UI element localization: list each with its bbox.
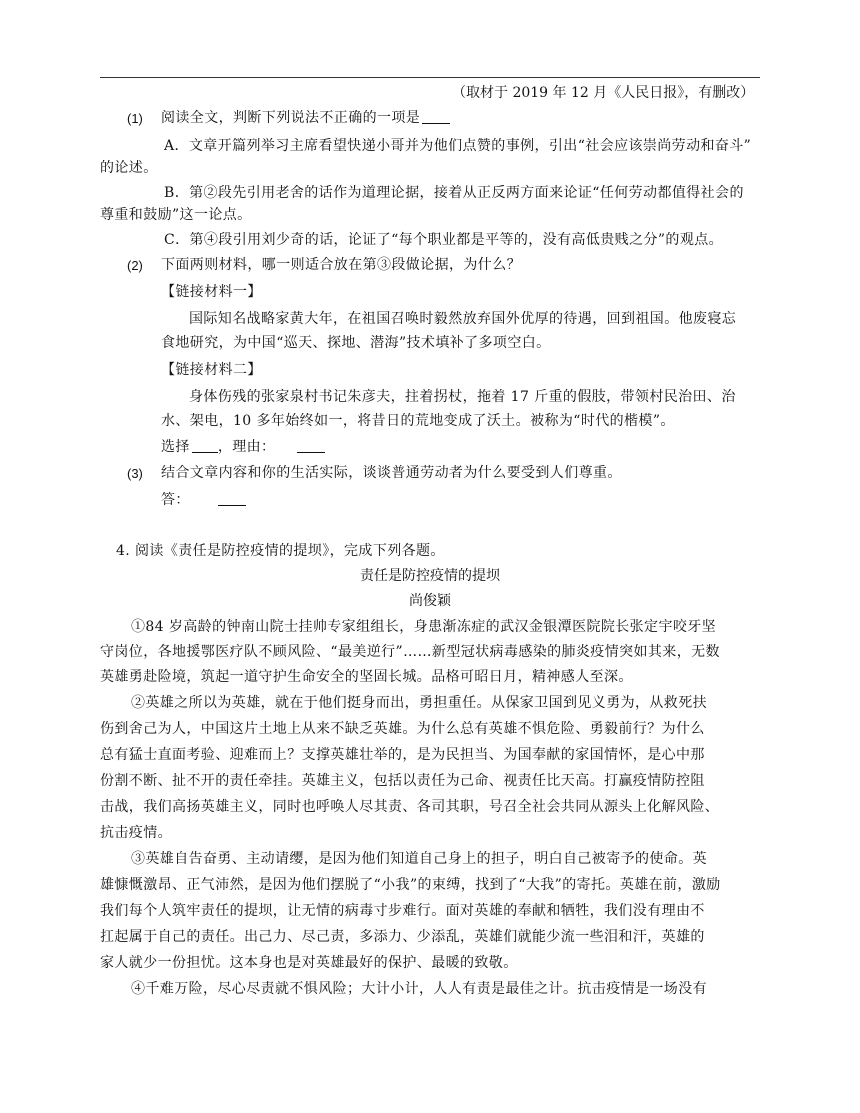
q1-prompt-text: 阅读全文，判断下列说法不正确的一项是 xyxy=(161,110,421,126)
reason-label: ，理由： xyxy=(217,439,276,455)
q1-option-a-line2: 的论述。 xyxy=(100,160,158,176)
q1-answer-blank[interactable] xyxy=(422,109,450,124)
material-two-title: 【链接材料二】 xyxy=(161,362,262,378)
material-one-line2: 食地研究，为中国“巡天、探地、潜海”技术填补了多项空白。 xyxy=(161,335,551,351)
para1-line2: 守岗位，各地援鄂医疗队不顾风险、“最美逆行”……新型冠状病毒感染的肺炎疫情突如其来，无数 xyxy=(100,644,720,660)
para2-line4: 份割不断、扯不开的责任牵挂。英雄主义，包括以责任为己命、视责任比天高。打赢疫情防控阻 xyxy=(100,773,705,789)
choice-label: 选择 xyxy=(161,439,190,455)
para2-line6: 抗击疫情。 xyxy=(100,825,172,841)
para3-line4: 扛起属于自己的责任。出己力、尽己责，多添力、少添乱，英雄们就能少流一些泪和汗，英雄的 xyxy=(100,929,705,945)
q3-answer-line xyxy=(161,490,246,510)
para1-line3: 英雄勇赴险境，筑起一道守护生命安全的坚固长城。品格可昭日月，精神感人至深。 xyxy=(100,669,633,685)
q3-answer-blank[interactable] xyxy=(218,491,246,506)
source-citation: （取材于 2019 年 12 月《人民日报》，有删改） xyxy=(452,85,755,101)
q3-number: (3) xyxy=(127,466,143,481)
choice-blank[interactable] xyxy=(192,438,218,453)
q2-answer-line xyxy=(161,437,325,457)
material-two-line1: 身体伤残的张家泉村书记朱彦夫，拄着拐杖，拖着 17 斤重的假肢，带领村民治田、治 xyxy=(189,389,736,405)
q1-prompt xyxy=(161,108,450,128)
q2-prompt: 下面两则材料，哪一则适合放在第③段做论据，为什么？ xyxy=(161,257,521,273)
q3-prompt: 结合文章内容和你的生活实际，谈谈普通劳动者为什么要受到人们尊重。 xyxy=(161,465,622,481)
material-one-title: 【链接材料一】 xyxy=(161,284,262,300)
para3-line3: 我们每个人筑牢责任的提坝，让无情的病毒寸步难行。面对英雄的奉献和牺牲，我们没有理由不 xyxy=(100,903,705,919)
article-title: 责任是防控疫情的提坝 xyxy=(360,568,500,584)
reason-blank[interactable] xyxy=(297,438,325,453)
q2-number: (2) xyxy=(127,258,143,273)
para4-line1: ④千难万险，尽心尽责就不惧风险；大计小计，人人有责是最佳之计。抗击疫情是一场没有 xyxy=(131,981,707,997)
q4-intro: 4. 阅读《责任是防控疫情的提坝》，完成下列各题。 xyxy=(116,543,445,559)
para2-line2: 伤到舍己为人，中国这片土地上从来不缺乏英雄。为什么总有英雄不惧危险、勇毅前行？为什么 xyxy=(100,721,705,737)
q1-option-c: C．第④段引用刘少奇的话，论证了“每个职业都是平等的，没有高低贵贱之分”的观点。 xyxy=(164,232,724,248)
para3-line2: 雄慷慨激昂、正气沛然，是因为他们摆脱了“小我”的束缚，找到了“大我”的寄托。英雄在前，激励 xyxy=(100,877,721,893)
article-author: 尚俊颖 xyxy=(409,593,451,609)
answer-label: 答： xyxy=(161,492,190,508)
material-two-line2: 水、架电，10 多年始终如一，将昔日的荒地变成了沃土。被称为“时代的楷模”。 xyxy=(161,413,675,429)
q1-number: (1) xyxy=(127,111,143,126)
para3-line5: 家人就少一份担忧。这本身也是对英雄最好的保护、最暖的致敬。 xyxy=(100,955,518,971)
para2-line5: 击战，我们高扬英雄主义，同时也呼唤人尽其责、各司其职，号召全社会共同从源头上化解风险、 xyxy=(100,799,720,815)
material-one-line1: 国际知名战略家黄大年，在祖国召唤时毅然放弃国外优厚的待遇，回到祖国。他废寝忘 xyxy=(189,311,737,327)
para2-line1: ②英雄之所以为英雄，就在于他们挺身而出，勇担重任。从保家卫国到见义勇为，从救死扶 xyxy=(131,695,707,711)
q1-option-a-line1: A．文章开篇列举习主席看望快递小哥并为他们点赞的事例，引出“社会应该崇尚劳动和奋斗” xyxy=(164,138,752,154)
para1-line1: ①84 岁高龄的钟南山院士挂帅专家组组长，身患渐冻症的武汉金银潭医院院长张定宇咬牙坚 xyxy=(131,619,717,635)
para3-line1: ③英雄自告奋勇、主动请缨，是因为他们知道自己身上的担子，明白自己被寄予的使命。英 xyxy=(131,851,707,867)
q1-option-b-line1: B．第②段先引用老舍的话作为道理论据，接着从正反两方面来论证“任何劳动都值得社会的 xyxy=(164,185,744,201)
header-rule xyxy=(100,77,760,78)
q1-option-b-line2: 尊重和鼓励”这一论点。 xyxy=(100,207,252,223)
para2-line3: 总有猛士直面考验、迎难而上？支撑英雄壮举的，是为民担当、为国奉献的家国情怀，是心中那 xyxy=(100,747,705,763)
